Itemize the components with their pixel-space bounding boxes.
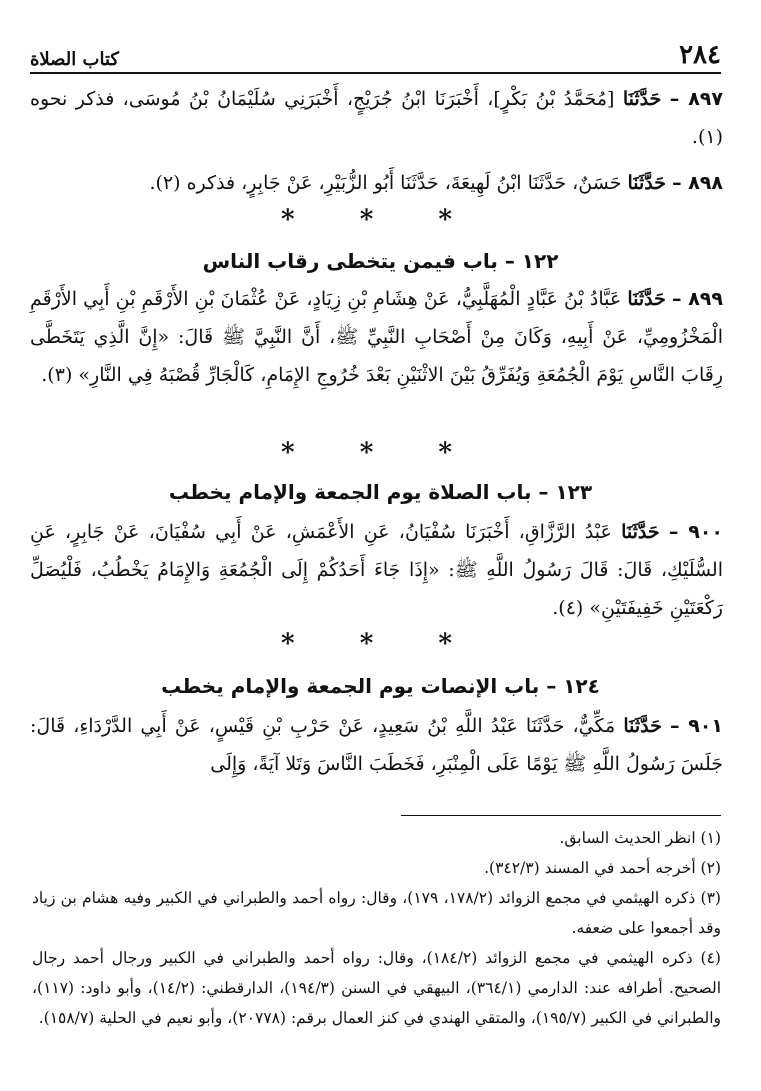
hadith-number: ٩٠٠ – xyxy=(668,521,723,543)
section-separator: * * * xyxy=(281,629,480,659)
hadith-opening: حَدَّثَنَا xyxy=(622,88,662,110)
page-header xyxy=(30,36,721,70)
hadith-901 xyxy=(30,707,723,783)
hadith-number: ٨٩٩ – xyxy=(672,288,723,310)
footnote-1: (١) انظر الحديث السابق. xyxy=(559,829,721,847)
footnote-4: (٤) ذكره الهيثمي في مجمع الزوائد (١٨٤/٢)، وقال: رواه أحمد والطبراني في الكبير ورجال أحمد رجال الصحيح. أطرافه عند: الدارمي (٣٦٤/١)، البيهقي في السنن (١٩٤/٣)، الدارقطني: (١٤/٢)، وأبو داود: (١١٧)، والطبراني في الكبير (١٩٥/٧)، والمتقي الهندي في كنز العمال برقم: (٢٠٧٧٨)، وأبو نعيم في الحلية (١٥٨/٧). xyxy=(32,949,721,1027)
hadith-text: [مُحَمَّدُ بْنُ بَكْرٍ]، أَخْبَرَنَا ابْنُ جُرَيْجٍ، أَخْبَرَنِي سُلَيْمَانُ بْنُ مُوسَى، فذكر نحوه (١). xyxy=(30,88,723,148)
hadith-text: عَبَّادُ بْنُ عَبَّادٍ الْمُهَلَّبِيُّ، عَنْ هِشَامِ بْنِ زِيَادٍ، عَنْ عُثْمَانَ بْنِ الأَرْقَمِ بْنِ أَبِي الأَرْقَمِ الْمَخْزُومِيِّ، عَنْ أَبِيهِ، وَكَانَ مِنْ أَصْحَابِ النَّبِيِّ ﷺ، أَنَّ النَّبِيَّ ﷺ قَالَ: «إِنَّ الَّذِي يَتَخَطَّى رِقَابَ النَّاسِ يَوْمَ الْجُمُعَةِ وَيُفَرِّقُ بَيْنَ الاثْنَيْنِ بَعْدَ خُرُوجِ الإِمَامِ، كَالْجَارِّ قُصْبَهُ فِي النَّارِ» (٣). xyxy=(30,288,723,386)
hadith-opening: حَدَّثَنَا xyxy=(621,521,660,543)
hadith-898 xyxy=(30,164,723,202)
hadith-899 xyxy=(30,280,723,394)
hadith-number: ٩٠١ – xyxy=(669,715,723,737)
hadith-number: ٨٩٧ – xyxy=(669,88,723,110)
book-title: كتاب الصلاة xyxy=(30,49,119,70)
chapter-heading-124: ١٢٤ – باب الإنصات يوم الجمعة والإمام يخطب xyxy=(161,674,600,698)
hadith-900 xyxy=(30,513,723,627)
hadith-opening: حَدَّثَنَا xyxy=(627,172,667,194)
chapter-heading-122: ١٢٢ – باب فيمن يتخطى رقاب الناس xyxy=(202,249,559,273)
footnote-2: (٢) أخرجه أحمد في المسند (٣٤٢/٣). xyxy=(484,859,721,877)
section-separator: * * * xyxy=(281,205,480,235)
footnotes xyxy=(32,823,721,1033)
page-number: ٢٨٤ xyxy=(679,40,721,70)
hadith-text: حَسَنٌ، حَدَّثَنَا ابْنُ لَهِيعَةَ، حَدَّثَنَا أَبُو الزُّبَيْرِ، عَنْ جَابِرٍ، فذكره (٢). xyxy=(149,172,622,194)
hadith-opening: حَدَّثَنَا xyxy=(627,288,666,310)
header-rule xyxy=(30,72,721,74)
footnote-rule xyxy=(401,815,721,816)
section-separator: * * * xyxy=(281,438,480,468)
hadith-text: عَبْدُ الرَّزَّاقِ، أَخْبَرَنَا سُفْيَانُ، عَنِ الأَعْمَشِ، عَنْ أَبِي سُفْيَانَ، عَنْ جَابِرٍ، عَنِ السُّلَيْكِ، قَالَ: قَالَ رَسُولُ اللَّهِ ﷺ: «إِذَا جَاءَ أَحَدُكُمْ إِلَى الْجُمُعَةِ وَالإِمَامُ يَخْطُبُ، فَلْيُصَلِّ رَكْعَتَيْنِ خَفِيفَتَيْنِ» (٤). xyxy=(30,521,723,619)
hadith-number: ٨٩٨ – xyxy=(672,172,723,194)
hadith-897 xyxy=(30,80,723,156)
footnote-3: (٣) ذكره الهيثمي في مجمع الزوائد (١٧٨/٢، ١٧٩)، وقال: رواه أحمد والطبراني في الكبير وفيه هشام بن زياد وقد أجمعوا على ضعفه. xyxy=(32,889,721,937)
chapter-heading-123: ١٢٣ – باب الصلاة يوم الجمعة والإمام يخطب xyxy=(168,480,593,504)
hadith-text: مَكِّيٌّ، حَدَّثَنَا عَبْدُ اللَّهِ بْنُ سَعِيدٍ، عَنْ حَرْبِ بْنِ قَيْسٍ، عَنْ أَبِي الدَّرْدَاءِ، قَالَ: جَلَسَ رَسُولُ اللَّهِ ﷺ يَوْمًا عَلَى الْمِنْبَرِ، فَخَطَبَ النَّاسَ وَتَلا آيَةً، وَإِلَى xyxy=(30,715,723,775)
hadith-opening: حَدَّثَنَا xyxy=(623,715,662,737)
